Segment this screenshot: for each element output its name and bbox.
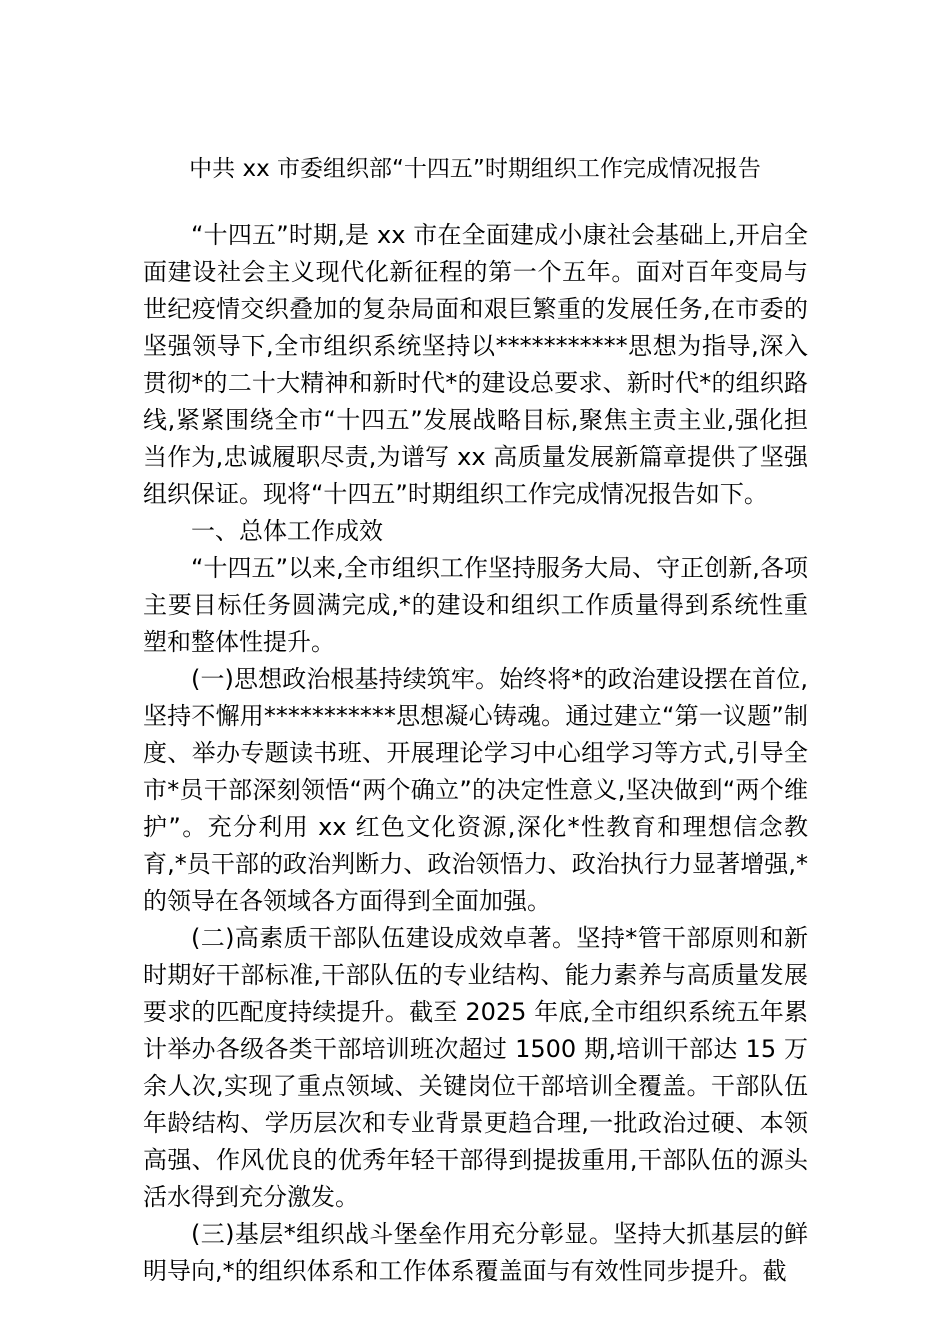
paragraph-item-3: (三)基层*组织战斗堡垒作用充分彰显。坚持大抓基层的鲜明导向,*的组织体系和工作体系覆盖面与有效性同步提升。截 <box>143 1220 808 1285</box>
paragraph-intro: “十四五”时期,是 xx 市在全面建成小康社会基础上,开启全面建设社会主义现代化新征程的第一个五年。面对百年变局与世纪疫情交织叠加的复杂局面和艰巨繁重的发展任务,在市委的坚强领导下,全市组织系统坚持以***********思想为指导,深入贯彻*的二十大精神和新时代*的建设总要求、新时代*的组织路线,紧紧围绕全市“十四五”发展战略目标,聚焦主责主业,强化担当作为,忠诚履职尽责,为谱写 xx 高质量发展新篇章提供了坚强组织保证。现将“十四五”时期组织工作完成情况报告如下。 <box>143 221 808 508</box>
document-body <box>143 217 808 1290</box>
paragraph-overall-summary: “十四五”以来,全市组织工作坚持服务大局、守正创新,各项主要目标任务圆满完成,*的建设和组织工作质量得到系统性重塑和整体性提升。 <box>143 554 808 656</box>
document-title: 中共 xx 市委组织部“十四五”时期组织工作完成情况报告 <box>189 156 761 182</box>
paragraph-item-2: (二)高素质干部队伍建设成效卓著。坚持*管干部原则和新时期好干部标准,干部队伍的专业结构、能力素养与高质量发展要求的匹配度持续提升。截至 2025 年底,全市组织系统五年累计举办各级各类干部培训班次超过 1500 期,培训干部达 15 万余人次,实现了重点领域、关键岗位干部培训全覆盖。干部队伍年龄结构、学历层次和专业背景更趋合理,一批政治过硬、本领高强、作风优良的优秀年轻干部得到提拔重用,干部队伍的源头活水得到充分激发。 <box>143 924 808 1211</box>
paragraph-item-1: (一)思想政治根基持续筑牢。始终将*的政治建设摆在首位,坚持不懈用***********思想凝心铸魂。通过建立“第一议题”制度、举办专题读书班、开展理论学习中心组学习等方式,引导全市*员干部深刻领悟“两个确立”的决定性意义,坚决做到“两个维护”。充分利用 xx 红色文化资源,深化*性教育和理想信念教育,*员干部的政治判断力、政治领悟力、政治执行力显著增强,*的领导在各领域各方面得到全面加强。 <box>143 665 808 915</box>
section-heading-overall-results: 一、总体工作成效 <box>191 517 383 545</box>
